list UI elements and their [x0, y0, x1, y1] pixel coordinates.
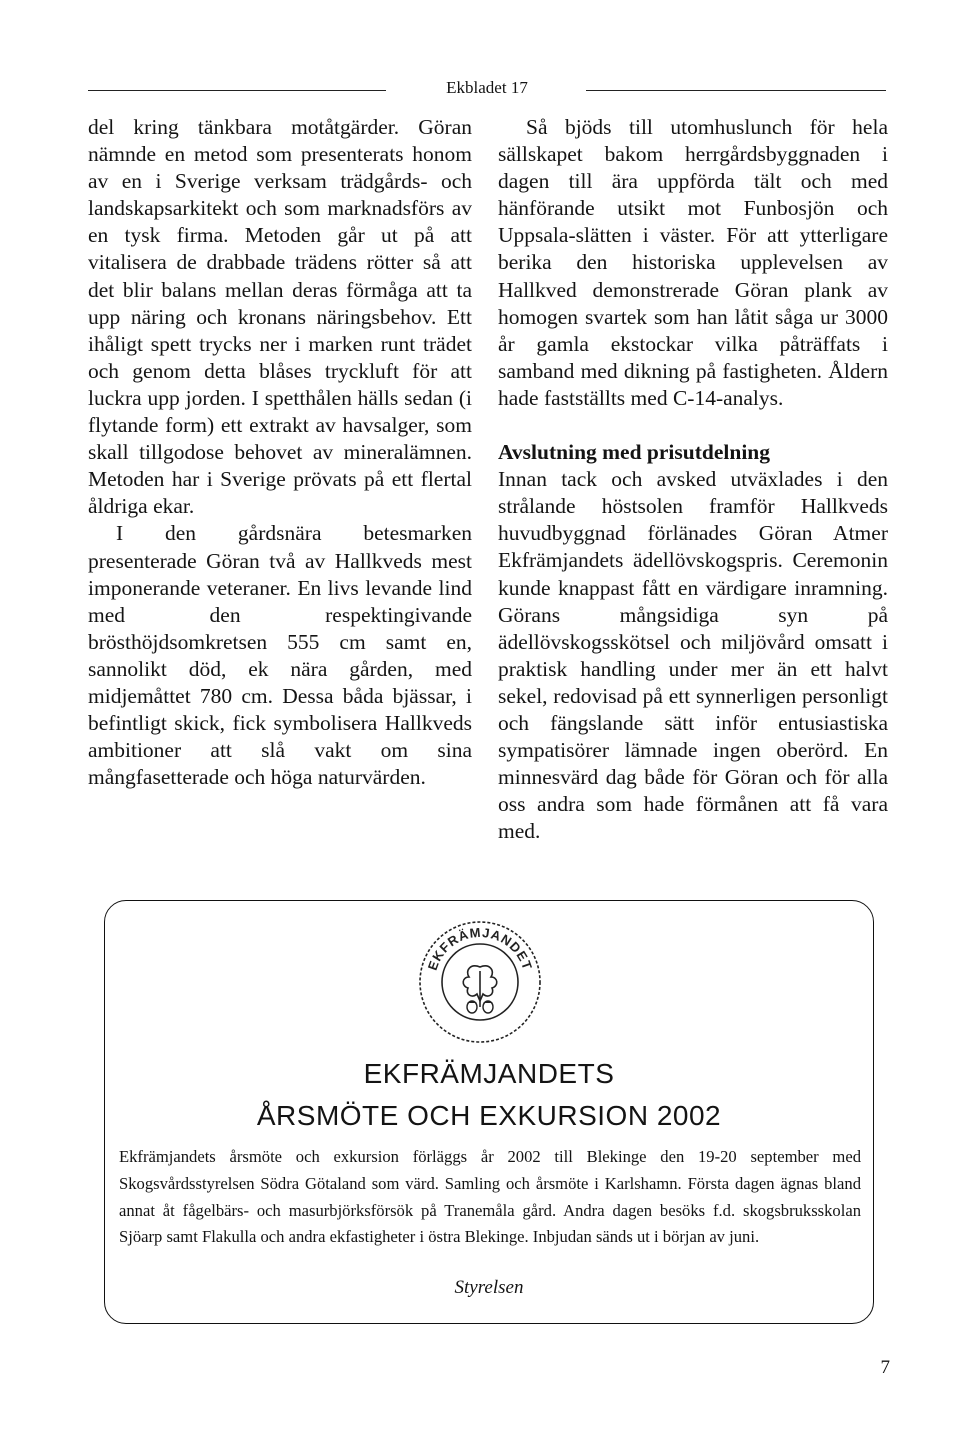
- left-column: [88, 114, 472, 791]
- right-paragraph-1: Så bjöds till utomhuslunch för hela sällskapet bakom herrgårdsbyggnaden i dagen till ära uppförda tält och med hänförande utsikt mot Funbosjön och Uppsala-slätten i väster. För att ytterligare berika den historiska upplevelsen av Hallkved demonstrerade Göran plank av homogen svartek som han låtit såga ur 3000 år gamla ekstockar vilka påträffats i samband med dikning på fastigheten. Åldern hade fastställts med C-14-analys.: [498, 115, 888, 410]
- annual-meeting-notice: [104, 900, 874, 1324]
- running-header: [88, 76, 886, 100]
- logo-text: EKFRÄMJANDET: [424, 924, 536, 973]
- running-title: Ekbladet 17: [446, 78, 528, 97]
- header-rule-right: [586, 90, 886, 91]
- section-heading: Avslutning med prisutdelning: [498, 440, 771, 465]
- header-rule-left: [88, 90, 386, 91]
- logo-seal-graphic: [413, 915, 547, 1049]
- notice-body: Ekfrämjandets årsmöte och exkursion förläggs år 2002 till Blekinge den 19-20 september med Skogsvårdsstyrelsen Södra Götaland som värd. Samling och årsmöte i Karlshamn. Första dagen ägnas bland annat åt fågelbärs- och masurbjörksförsök på Tranemåla gård. Andra dagen besöks f.d. skogsbruksskolan Sjöarp samt Flakulla och andra ekfastigheter i östra Blekinge. Inbjudan sänds ut i början av juni.: [119, 1147, 861, 1247]
- oak-leaf-acorn-seal-icon: [413, 915, 547, 1049]
- closing-paragraph: Innan tack och avsked utväxlades i den strålande höstsolen framför Hallkveds huvudbyggnad förlänades Göran Atmer Ekfrämjandets ädellövskogspris. Ceremonin kunde knappast fått en värdigare inramning. Görans mångsidiga syn på ädellövskogsskötsel och miljövård omsatt i praktisk handling under mer än ett halvt sekel, redovisad på ett synnerligen personligt och fängslande sätt inför entusiastiska sympatisörer lämnade ingen oberörd. En minnesvärd dag både för Göran och för alla oss andra som hade förmånen att få vara med.: [498, 467, 888, 844]
- right-column: [498, 114, 888, 845]
- notice-signature: Styrelsen: [454, 1277, 524, 1298]
- notice-title: EKFRÄMJANDETS: [363, 1058, 615, 1089]
- page-number: 7: [880, 1357, 890, 1378]
- left-paragraph-1: del kring tänkbara motåtgärder. Göran nämnde en metod som presenterats honom av en i Sverige verksam trädgårds- och landskapsarkitekt och som marknadsförs av en tysk firma. Metoden går ut på att vitalisera de drabbade trädens rötter så att det blir balans mellan deras förmåga att ta upp näring och kronans näringsbehov. Ett ihåligt spett trycks ner i marken runt trädet och genom detta blåses tryckluft för att luckra upp jorden. I spetthålen hälls sedan (i flytande form) ett extrakt av havsalger, som skall tillgodose behovet av mineralämnen. Metoden har i Sverige prövats på ett flertal åldriga ekar.: [88, 115, 472, 519]
- svg-text:EKFRÄMJANDET: [425, 925, 536, 973]
- notice-subtitle: ÅRSMÖTE OCH EXKURSION 2002: [256, 1100, 722, 1131]
- left-paragraph-2: I den gårdsnära betesmarken presenterade Göran två av Hallkveds mest imponerande veteraner. En livs levande lind med den respektingivande brösthöjdsomkretsen 555 cm samt en, sannolikt död, ek nära gården, med midjemåttet 780 cm. Dessa båda bjässar, i befintligt skick, fick symbolisera Hallkveds ambitioner att slå vakt om sina mångfasetterade och höga naturvärden.: [88, 521, 472, 790]
